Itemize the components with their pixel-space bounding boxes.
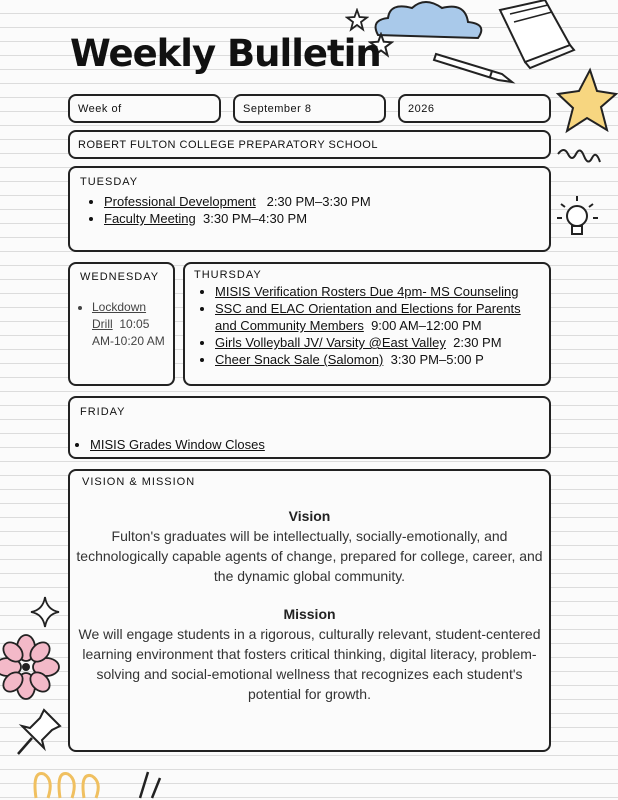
pen-icon <box>432 50 517 85</box>
squiggle-icon <box>556 146 606 176</box>
tuesday-section <box>68 166 551 252</box>
mission-text-line: potential for growth. <box>248 686 371 702</box>
page-title: Weekly Bulletin <box>70 32 381 75</box>
wednesday-section <box>68 262 175 386</box>
event-link[interactable]: MISIS Verification Rosters Due 4pm- MS Counseling <box>215 284 519 299</box>
event-time: 10:05 <box>119 317 150 331</box>
list-item <box>215 300 521 334</box>
event-link[interactable]: Girls Volleyball JV/ Varsity @East Valley <box>215 335 446 350</box>
mission-text-line: solving and social-emotional wellness that recognizes each student's <box>96 666 523 682</box>
friday-heading: FRIDAY <box>80 406 126 418</box>
vision-mission-section <box>68 469 551 752</box>
event-link[interactable]: Faculty Meeting <box>104 211 196 226</box>
list-item <box>215 334 521 351</box>
event-link[interactable]: and Community Members <box>215 318 364 333</box>
event-link[interactable]: Lockdown <box>92 300 147 314</box>
event-link[interactable]: Cheer Snack Sale (Salomon) <box>215 352 384 367</box>
vision-title: Vision <box>288 508 331 524</box>
mission-text-line: learning environment that fosters critical thinking, digital literacy, problem- <box>82 646 537 662</box>
event-time: 2:30 PM <box>453 335 502 350</box>
event-time: 9:00 AM–12:00 PM <box>371 318 482 333</box>
school-name: ROBERT FULTON COLLEGE PREPARATORY SCHOOL <box>78 138 378 151</box>
pushpin-icon <box>14 706 64 758</box>
flower-icon <box>0 634 62 700</box>
event-time: 2:30 PM–3:30 PM <box>266 194 371 209</box>
event-link[interactable]: Professional Development <box>104 194 256 209</box>
event-time: 3:30 PM–4:30 PM <box>203 211 308 226</box>
event-time: 3:30 PM–5:00 P <box>390 352 484 367</box>
vision-text-line: Fulton's graduates will be intellectually, socially-emotionally, and <box>111 528 508 544</box>
tuesday-heading: TUESDAY <box>80 176 139 188</box>
event-time: AM-10:20 AM <box>92 334 165 348</box>
week-year: 2026 <box>408 102 435 115</box>
friday-section <box>68 396 551 459</box>
event-link[interactable]: MISIS Grades Window Closes <box>90 437 265 452</box>
mission-text-line: We will engage students in a rigorous, culturally relevant, student-centered <box>78 626 541 642</box>
event-link[interactable]: SSC and ELAC Orientation and Elections for Parents <box>215 301 521 316</box>
list-item <box>90 436 265 453</box>
thursday-section <box>183 262 551 386</box>
lightbulb-icon <box>555 192 600 252</box>
week-of-field <box>68 94 221 123</box>
sparkle-icon <box>30 596 60 628</box>
list-item <box>215 283 521 300</box>
vision-mission-heading: VISION & MISSION <box>82 476 196 488</box>
event-link[interactable]: Drill <box>92 317 113 331</box>
list-item <box>104 210 371 227</box>
list-item <box>215 351 521 368</box>
week-date-field <box>233 94 386 123</box>
star-icon <box>345 8 369 32</box>
star-icon <box>555 66 618 136</box>
vision-text-line: technologically capable agents of change, prepared for college, career, and <box>76 548 543 564</box>
mission-title: Mission <box>283 606 336 622</box>
week-date: September 8 <box>243 102 312 115</box>
vision-text-line: the dynamic global community. <box>213 568 406 584</box>
school-name-field <box>68 130 551 159</box>
week-of-label: Week of <box>78 102 122 115</box>
list-item <box>104 193 371 210</box>
list-item <box>92 299 149 333</box>
squiggle-icon <box>30 762 170 800</box>
week-year-field <box>398 94 551 123</box>
thursday-heading: THURSDAY <box>194 269 262 281</box>
wednesday-heading: WEDNESDAY <box>80 271 160 283</box>
